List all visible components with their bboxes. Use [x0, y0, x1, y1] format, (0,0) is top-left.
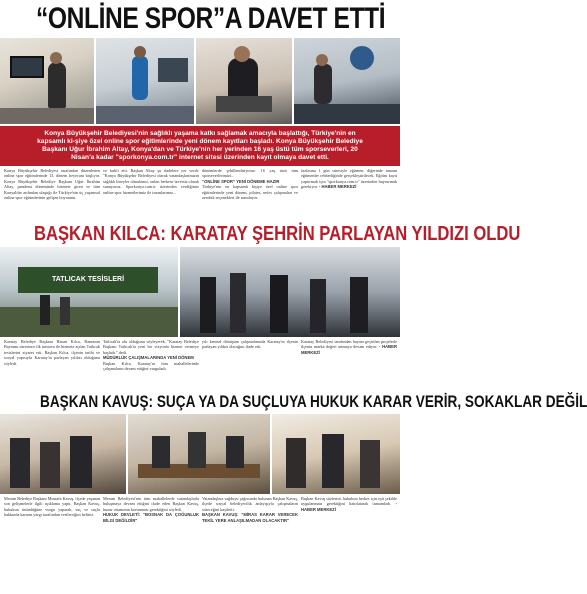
photo-woman-exercise [96, 38, 194, 124]
facility-sign: TATLICAK TESİSLERİ [51, 276, 125, 283]
photo-row-top [0, 38, 400, 124]
photo-row-karatay [0, 247, 400, 337]
column-text: Türkiye'nin en kapsamlı kişiye özel online spor eğitimlerinde yeni dönem, pilates, nefes çalışmaları ve aerobik seçenekleri ile sunuluyor. [202, 184, 298, 201]
article-kavus-body [0, 496, 400, 594]
article-column: Karatay Belediye Başkanı Hasan Kılca, Ramazan Bayramı süresince ilk turnuva ile hizmete açılan Tatlıcak tesislerini ziyaret etti. Başkan Kılca, ilçenin tarihi ve sosyal yapısıyla Karatay'ın parlayan yıldızı olduğunu söyledi. [4, 339, 100, 366]
headline-kavus: BAŞKAN KAVUŞ: SUÇA YA DA SUÇLUYA HUKUK KARAR VERİR, SOKAKLAR DEĞİL [40, 392, 587, 411]
column-text: fazlasına 1 gün süresiyle eğitmen, diğerinde tamam eğitmenler rehberliğinde gerçekleştirilecek. Eğitim kayıt yaptırmak için "sporkonya.com.tr" üzerinden başvurmak gerekiyor. [301, 168, 397, 190]
byline: - HABER MERKEZİ [318, 184, 357, 190]
article-column: Meram Belediye Başkanı Mustafa Kavuş, ilçede yaşanan son gelişmelerle ilgili açıklama yaptı. Başkan Kavuş, hukukun üstünlüğüne vurgu yaparak, suç ve suçlu hakkında kararın yargı tarafından verileceğini belirtti. [4, 496, 100, 518]
subheading: HUKUK DEVLETİ: "BOSNAK DA ÇOĞUNLUK BİLGİ DEĞİLDİR" [103, 512, 199, 523]
column-text: dönemlerde şekillendiriyoruz. 16 yaş üstü tüm sporseverlerimizi... [202, 168, 298, 179]
article-column [301, 339, 397, 355]
article-column [103, 496, 199, 523]
column-text: Karatay Belediyesi tarafından hayata geçirilen projelerle ilçenin marka değeri artmaya devam ediyor. [301, 339, 397, 350]
column-text: Başkan Kavuş sözlerini, hukukun herkes için eşit şekilde uygulanması gerektiğini hatırlatarak tamamladı. [301, 496, 397, 507]
article-column [202, 496, 298, 523]
column-text: Başkan Kılca, Karatay'ın tüm mahallelerinde çalışmaların devam ettiğini vurguladı. [103, 360, 199, 372]
subheading: “ONLİNE SPOR” YENİ DÖNEME HAZIR [202, 178, 280, 184]
byline: - HABER MERKEZİ [301, 501, 398, 512]
photo-row-kavus [0, 414, 400, 494]
column-text: Vatandaşlara sağduyu çağrısında bulunan Başkan Kavuş, ilçede sosyal belediyecilik anlayışıyla çalışmaların süreceğini kaydetti. [202, 496, 298, 512]
photo-meeting-table [128, 414, 270, 494]
column-text: Tatlıcak'ta olu olduğunu söyleyerek, "Karatay Belediye Başkanı Tatlıcak'ta yeni bir vizyonla hizmet vermeye başladı." dedi. [103, 339, 199, 355]
article-column [202, 168, 298, 200]
article-online-spor-body [0, 168, 400, 222]
subheading: BAŞKAN KAVUŞ: "MİRAS KARAR VERECEK TEKİL YERE ANLAŞILMADAN OLACAKTIR" [202, 512, 298, 523]
lead-banner: Konya Büyükşehir Belediyesi'nin sağlıklı yaşama katkı sağlamak amacıyla başlattığı, Türkiye'nin en kapsamlı ki-şiye özel online spor eğitimlerinde yeni dönem kayıtları başladı. Konya Büyükşehir Belediye Başkanı Uğur İbrahim Altay, Konya'dan ve Türkiye'nin her yerinden 16 yaş üstü tüm sporseverleri, 20 Nisan'a kadar "sporkonya.com.tr" internet sitesi üzerinden kayıt olmaya davet etti. [0, 126, 400, 166]
photo-meeting-right [272, 414, 400, 494]
photo-woman-laptop [196, 38, 292, 124]
photo-meeting-left [0, 414, 126, 494]
photo-woman-room [294, 38, 400, 124]
headline-online-spor: “ONLİNE SPOR”A DAVET ETTİ [36, 2, 386, 35]
article-column [301, 496, 397, 512]
article-column: ve farklı etti. Başkan Altay şu ifadelere yer verdi: "Konya Büyükşehir Belediyesi olarak vatandaşlarımızın sağlıklı bireyler olmalarını, onları herkese ücretsiz olarak sunuyoruz. Sporkonya.com.tr üzerinden verdiğimiz online spor hizmetlerimiz ile insanlarımız... [103, 168, 199, 195]
photo-mayor-visit [180, 247, 400, 337]
article-column [301, 168, 397, 190]
byline: - HABER MERKEZİ [301, 344, 398, 355]
article-column: yılı kentsel dönüşüm çalışmalarında Karatay'ın ilçenin parlayan yıldızı olacağını ifade etti. [202, 339, 298, 350]
article-column: Konya Büyükşehir Belediyesi tarafından düzenlenen online spor eğitimlerinde 13. dönem heyecanı başlıyor. Konya Büyükşehir Belediye Başkanı Uğur İbrahim Altay, pandemi döneminde hizmete giren ve tüm Konyalılar ardından ulaştığı ile Türkiye'nin üç yaşamsal online spor eğitimlerinin gelişen boyutunu. [4, 168, 100, 201]
photo-woman-workout-screen [0, 38, 94, 124]
subheading: MÜDÜRLÜK ÇALIŞMALARINDA YENİ DÖNEM [103, 355, 194, 361]
article-kilca-body [0, 339, 400, 391]
article-column [103, 339, 199, 371]
headline-kilca: BAŞKAN KILCA: KARATAY ŞEHRİN PARLAYAN YILDIZI OLDU [34, 223, 521, 245]
photo-tatlicak-facility [0, 247, 178, 337]
column-text: Meram Belediyesi'nin tüm mahallelerde vatandaşlarla buluşmaya devam ettiğini ifade eden Başkan Kavuş, huzur ortamının korunması gerektiğini söyledi. [103, 496, 199, 512]
